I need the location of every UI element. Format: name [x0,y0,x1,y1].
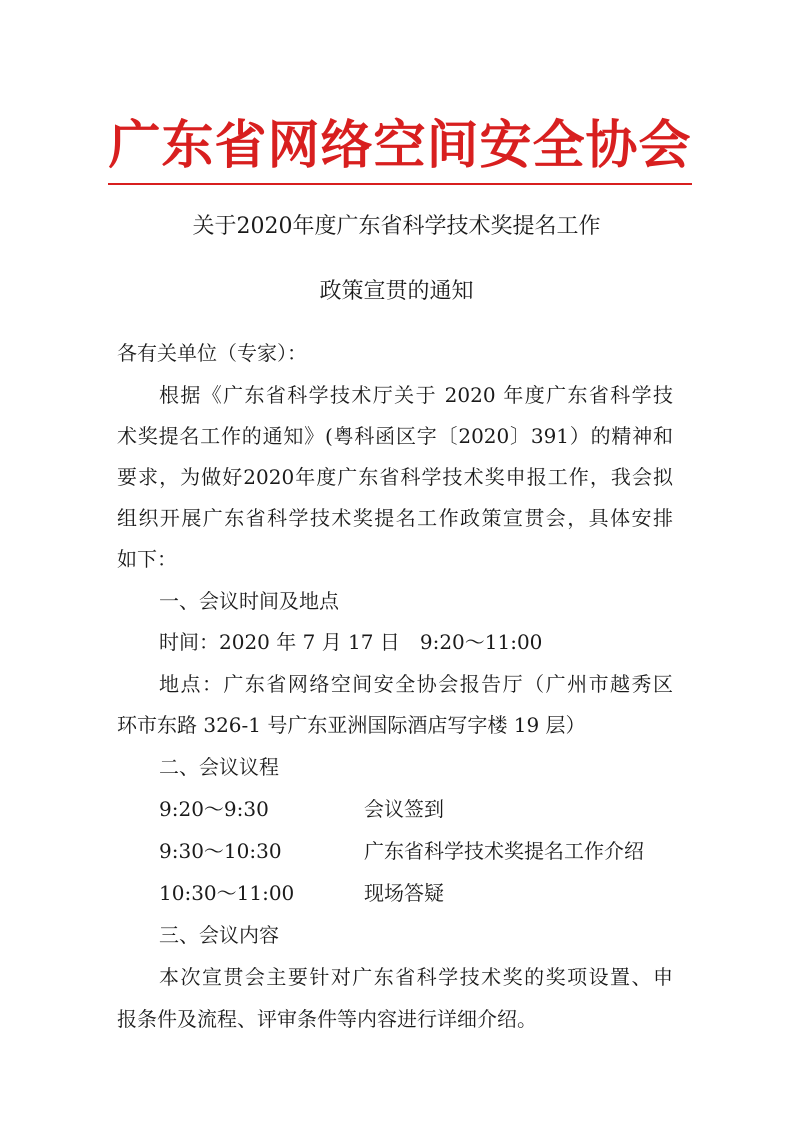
intro-line: 如下： [117,547,177,571]
content-line: 本次宣贯会主要针对广东省科学技术奖的奖项设置、申 [159,965,673,989]
meeting-place-line: 环市东路 326-1 号广东亚洲国际酒店写字楼 19 层） [117,713,586,737]
agenda-item: 会议签到 [364,797,444,821]
content-line: 报条件及流程、评审条件等内容进行详细介绍。 [117,1007,537,1031]
agenda-time: 9:20～9:30 [159,797,269,821]
notice-title-line-2: 政策宣贯的通知 [319,279,474,304]
section-2-heading: 二、会议议程 [159,755,279,779]
section-3-heading: 三、会议内容 [159,923,279,947]
meeting-time: 时间：2020 年 7 月 17 日 9:20～11:00 [159,630,543,654]
agenda-item: 广东省科学技术奖提名工作介绍 [364,839,644,863]
notice-title-line-1: 关于2020年度广东省科学技术奖提名工作 [192,214,601,239]
intro-line: 组织开展广东省科学技术奖提名工作政策宣贯会，具体安排 [117,506,673,530]
letterhead-org-name: 广东省网络空间安全协会 [108,116,692,176]
letterhead-divider [108,183,692,185]
salutation: 各有关单位（专家）： [117,341,307,365]
meeting-place-line: 地点：广东省网络空间安全协会报告厅（广州市越秀区 [159,672,673,696]
agenda-time: 10:30～11:00 [159,881,295,905]
intro-line: 要求，为做好2020年度广东省科学技术奖申报工作，我会拟 [117,465,673,489]
intro-line: 术奖提名工作的通知》(粤科函区字〔2020〕391）的精神和 [117,424,673,448]
agenda-time: 9:30～10:30 [159,839,282,863]
section-1-heading: 一、会议时间及地点 [159,589,339,613]
intro-line: 根据《广东省科学技术厅关于 2020 年度广东省科学技 [159,383,673,407]
agenda-item: 现场答疑 [364,881,444,905]
